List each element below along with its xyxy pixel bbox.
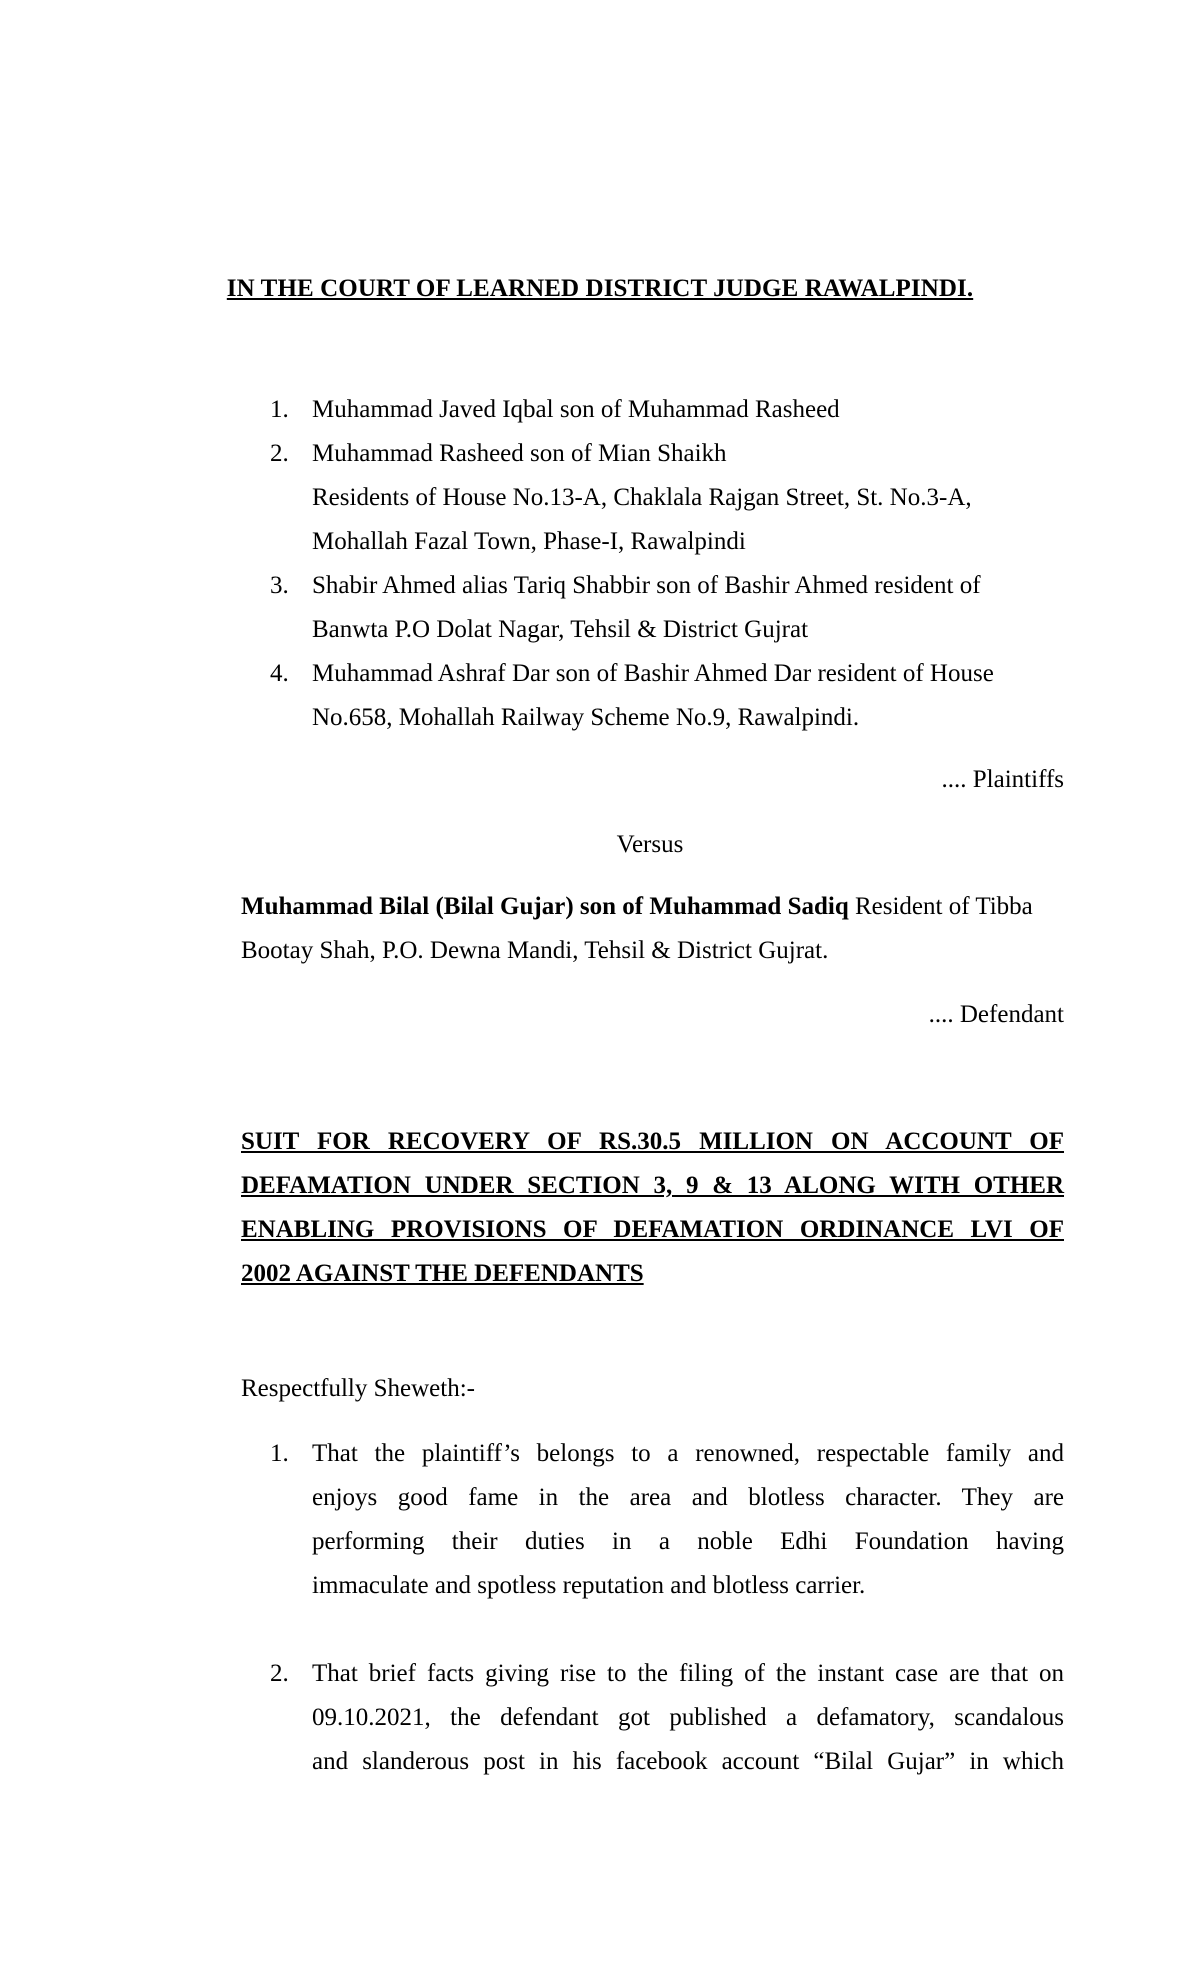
plaintiff-number: 2. [270,440,289,467]
plaintiff-item [270,652,1070,740]
defendant-role-label: .... Defendant [928,1001,1064,1028]
suit-heading-line: ENABLING PROVISIONS OF DEFAMATION ORDINANCE LVI OF [241,1216,1064,1243]
plaintiff-line: Muhammad Rasheed son of Mian Shaikh [312,440,727,467]
plaintiff-item [270,388,1070,432]
paragraph-line: and slanderous post in his facebook account “Bilal Gujar” in which [312,1748,1064,1775]
plaintiff-number: 1. [270,396,289,423]
plaintiff-number: 4. [270,660,289,687]
plaintiff-line: Muhammad Javed Iqbal son of Muhammad Rasheed [312,396,840,423]
plaintiff-line: Muhammad Ashraf Dar son of Bashir Ahmed Dar resident of House [312,660,994,687]
salutation: Respectfully Sheweth:- [241,1375,475,1402]
paragraph-line: performing their duties in a noble Edhi Foundation having [312,1528,1064,1555]
plaintiff-line: Mohallah Fazal Town, Phase-I, Rawalpindi [312,528,746,555]
plaintiff-item [270,564,1070,652]
paragraph-line: enjoys good fame in the area and blotless character. They are [312,1484,1064,1511]
plaintiff-line: Shabir Ahmed alias Tariq Shabbir son of Bashir Ahmed resident of [312,572,981,599]
plaintiff-line: Banwta P.O Dolat Nagar, Tehsil & District Gujrat [312,616,809,643]
suit-heading-line: 2002 AGAINST THE DEFENDANTS [241,1260,644,1287]
plaintiff-line: Residents of House No.13-A, Chaklala Rajgan Street, St. No.3-A, [312,484,972,511]
defendant-block [241,885,1064,973]
plaintiff-number: 3. [270,572,289,599]
paragraph-line: That the plaintiff’s belongs to a renowned, respectable family and [312,1440,1064,1467]
paragraph-number: 2. [270,1660,289,1687]
plaintiff-line: No.658, Mohallah Railway Scheme No.9, Rawalpindi. [312,704,860,731]
court-title: IN THE COURT OF LEARNED DISTRICT JUDGE RAWALPINDI. [226,275,974,302]
paragraph [270,1652,1064,1784]
plaintiff-item [270,432,1070,564]
defendant-name: Muhammad Bilal (Bilal Gujar) son of Muhammad Sadiq [241,893,849,920]
paragraph-line: That brief facts giving rise to the filing of the instant case are that on [312,1660,1064,1687]
defendant-address-part: Resident of Tibba [848,893,1033,920]
suit-heading [241,1120,1064,1296]
paragraph-number: 1. [270,1440,289,1467]
paragraph [270,1432,1064,1608]
versus-label: Versus [616,831,684,858]
plaintiffs-role-label: .... Plaintiffs [941,766,1064,793]
paragraph-line: 09.10.2021, the defendant got published a defamatory, scandalous [312,1704,1064,1731]
paragraph-line: immaculate and spotless reputation and blotless carrier. [312,1572,866,1599]
suit-heading-line: SUIT FOR RECOVERY OF RS.30.5 MILLION ON ACCOUNT OF [241,1128,1064,1155]
defendant-address-line: Bootay Shah, P.O. Dewna Mandi, Tehsil & District Gujrat. [241,937,829,964]
plaintiff-list [270,388,1070,740]
suit-heading-line: DEFAMATION UNDER SECTION 3, 9 & 13 ALONG WITH OTHER [241,1172,1064,1199]
